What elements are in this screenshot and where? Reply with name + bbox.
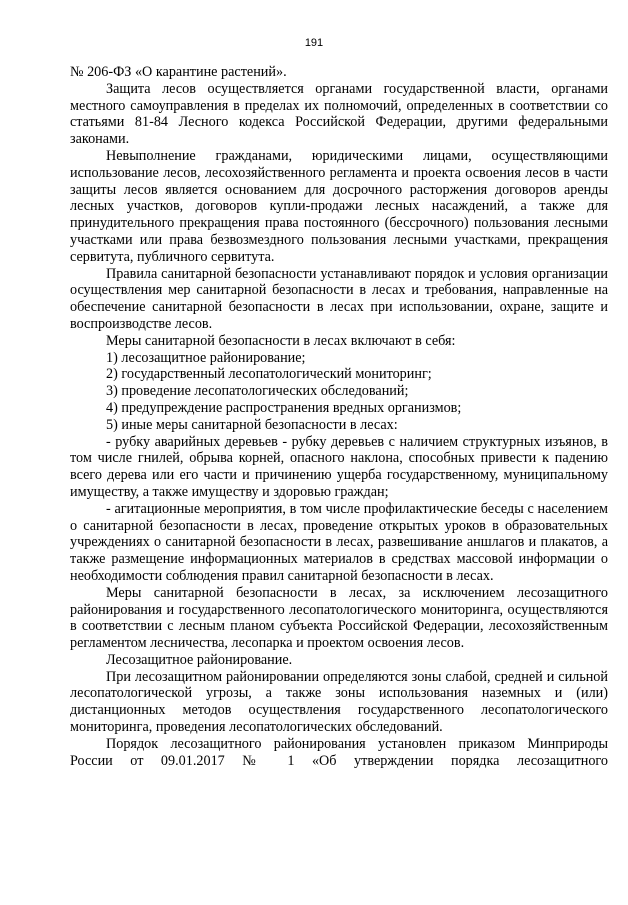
section-heading: Лесозащитное районирование.	[106, 651, 293, 668]
list-item: 4) предупреждение распространения вредных организмов;	[106, 399, 462, 416]
paragraph: Меры санитарной безопасности в лесах, за исключением лесозащитного районирования и государственного лесопатологического мониторинга, осуществляются в соответствии с лесным планом субъекта Российской Федерации, лесохозяйственным регламентом лесничества, лесопарка и проектом освоения лесов.	[70, 584, 608, 652]
paragraph: Невыполнение гражданами, юридическими лицами, осуществляющими использование лесов, лесохозяйственного регламента и проекта освоения лесов в части защиты лесов является основанием для досрочного расторжения договоров аренды лесных участков, договоров купли-продажи лесных насаждений, а также для принудительного прекращения права постоянного (бессрочного) пользования лесными участками или права безвозмездного пользования лесными участками, прекращения сервитута, публичного сервитута.	[70, 147, 608, 265]
paragraph: При лесозащитном районировании определяются зоны слабой, средней и сильной лесопатологической угрозы, а также зоны использования наземных и (или) дистанционных методов осуществления государственного лесопатологического мониторинга, проведения лесопатологических обследований.	[70, 668, 608, 736]
paragraph: № 206-ФЗ «О карантине растений».	[70, 64, 287, 80]
paragraph: Порядок лесозащитного районирования установлен приказом Минприроды России от 09.01.2017 № 1 «Об утверждении порядка лесозащитного	[70, 735, 608, 769]
paragraph: Меры санитарной безопасности в лесах включают в себя:	[106, 332, 456, 349]
bullet-item: - агитационные мероприятия, в том числе профилактические беседы с населением о санитарной безопасности в лесах, проведение открытых уроков в образовательных учреждениях о санитарной безопасности в лесах, развешивание аншлагов и плакатов, а также размещение информационных материалов в средствах массовой информации о необходимости соблюдения правил санитарной безопасности в лесах.	[70, 500, 608, 584]
bullet-item: - рубку аварийных деревьев - рубку деревьев с наличием структурных изъянов, в том числе гнилей, обрыва корней, опасного наклона, способных привести к падению всего дерева или его части и причинению ущерба государственному, муниципальному имуществу, а также имуществу и здоровью граждан;	[70, 433, 608, 500]
paragraph: Правила санитарной безопасности устанавливают порядок и условия организации осуществления мер санитарной безопасности в лесах и требования, направленные на обеспечение санитарной безопасности в лесах при использовании, охране, защите и воспроизводстве лесов.	[70, 265, 608, 332]
paragraph: Защита лесов осуществляется органами государственной власти, органами местного самоуправления в пределах их полномочий, определенных в соответствии со статьями 81-84 Лесного кодекса Российской Федерации, другими федеральными законами.	[70, 80, 608, 148]
document-body	[70, 64, 608, 769]
list-item: 1) лесозащитное районирование;	[106, 349, 306, 366]
list-item: 3) проведение лесопатологических обследований;	[106, 383, 409, 400]
page-number: 191	[304, 37, 324, 49]
list-item: 5) иные меры санитарной безопасности в лесах:	[106, 416, 398, 433]
list-item: 2) государственный лесопатологический мониторинг;	[106, 366, 432, 383]
